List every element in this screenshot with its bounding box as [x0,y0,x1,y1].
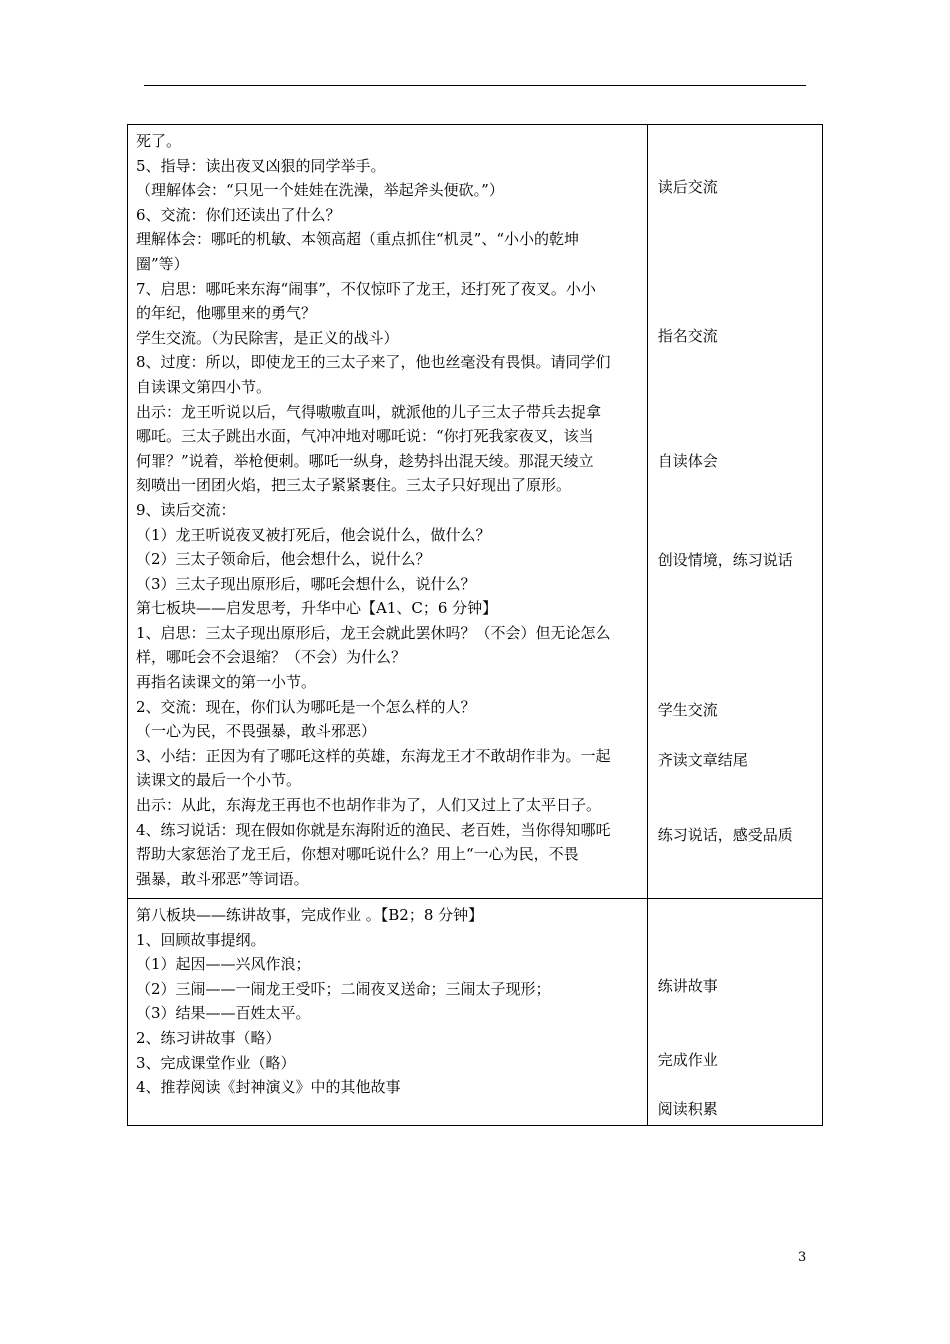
header-rule [144,85,806,86]
text-line: 的年纪，他哪里来的勇气？ [136,304,317,323]
text-line: 哪吒。三太子跳出水面，气冲冲地对哪吒说：“你打死我家夜叉，该当 [136,427,594,446]
text-line: （3）结果——百姓太平。 [136,1004,311,1023]
teaching-process-cell [128,899,648,1126]
text-line: 5、指导：读出夜叉凶狠的同学举手。 [136,156,386,175]
text-line: 4、推荐阅读《封神演义》中的其他故事 [136,1078,401,1097]
teaching-process-text [136,129,639,891]
text-line: （一心为民，不畏强暴，敢斗邪恶） [136,722,377,741]
text-line: 7、启思：哪吒来东海“闹事”，不仅惊吓了龙王，还打死了夜叉。小小 [136,279,596,298]
text-line: （1）起因——兴风作浪； [136,955,311,974]
text-line: 2、练习讲故事（略） [136,1028,281,1047]
text-line: 刻喷出一团团火焰，把三太子紧紧裹住。三太子只好现出了原形。 [136,476,572,495]
activity-note: 读后交流 [657,178,718,196]
text-line: （1）龙王听说夜叉被打死后，他会说什么，做什么？ [136,525,491,544]
text-line: 帮助大家惩治了龙王后，你想对哪吒说什么？用上“一心为民，不畏 [136,845,579,864]
activity-note: 练习说话，感受品质 [657,826,793,844]
table-row [128,899,823,1126]
activity-note: 指名交流 [657,327,718,345]
text-line: 8、过度：所以，即使龙王的三太子来了，他也丝毫没有畏惧。请同学们 [136,353,611,372]
text-line: （2）三太子领命后，他会想什么，说什么？ [136,550,431,569]
text-line: 自读课文第四小节。 [136,377,272,396]
activity-note: 自读体会 [657,452,718,470]
activity-note: 完成作业 [657,1051,718,1069]
activity-note: 学生交流 [657,701,718,719]
lesson-plan-table [127,124,823,1126]
activity-notes-cell [647,125,822,899]
text-line: 6、交流：你们还读出了什么？ [136,205,341,224]
table-row [128,125,823,899]
text-line: 样，哪吒会不会退缩？（不会）为什么？ [136,648,407,667]
text-line: 何罪？”说着，举枪便刺。哪吒一纵身，趁势抖出混天绫。那混天绫立 [136,451,594,470]
section-heading: 第八板块——练讲故事，完成作业 。【B2；8 分钟】 [136,906,484,924]
activity-notes-cell [647,899,822,1126]
activity-note: 齐读文章结尾 [657,751,748,769]
text-line: 1、启思：三太子现出原形后，龙王会就此罢休吗？（不会）但无论怎么 [136,623,611,642]
activity-note: 创设情境，练习说话 [657,551,793,569]
text-line: 圈”等） [136,254,189,273]
text-line: （3）三太子现出原形后，哪吒会想什么，说什么？ [136,574,476,593]
activity-note: 阅读积累 [657,1100,718,1118]
text-line: 9、读后交流： [136,500,236,519]
text-line: 1、回顾故事提纲。 [136,930,266,949]
text-line: 学生交流。（为民除害，是正义的战斗） [136,328,399,347]
text-line: （理解体会：“只见一个娃娃在洗澡，举起斧头便砍。”） [136,181,504,200]
activity-note: 练讲故事 [657,977,718,995]
text-line: （2）三闹——一闹龙王受吓；二闹夜叉送命；三闹太子现形； [136,979,551,998]
teaching-process-text [136,903,639,1100]
page-number: 3 [798,1250,807,1265]
text-line: 3、小结：正因为有了哪吒这样的英雄，东海龙王才不敢胡作非为。一起 [136,746,611,765]
teaching-process-cell [128,125,648,899]
text-line: 再指名读课文的第一小节。 [136,673,317,692]
section-heading: 第七板块——启发思考，升华中心【A1、C；6 分钟】 [136,599,498,618]
text-line: 2、交流：现在，你们认为哪吒是一个怎么样的人？ [136,697,476,716]
text-line: 出示：从此，东海龙王再也不也胡作非为了，人们又过上了太平日子。 [136,796,602,815]
text-line: 3、完成课堂作业（略） [136,1053,296,1072]
text-line: 4、练习说话：现在假如你就是东海附近的渔民、老百姓，当你得知哪吒 [136,820,611,839]
text-line: 死了。 [136,132,182,150]
text-line: 理解体会：哪吒的机敏、本领高超（重点抓住“机灵”、“小小的乾坤 [136,230,580,249]
text-line: 读课文的最后一个小节。 [136,771,302,790]
text-line: 强暴，敢斗邪恶”等词语。 [136,869,309,888]
text-line: 出示：龙王听说以后，气得嗷嗷直叫，就派他的儿子三太子带兵去捉拿 [136,402,602,421]
